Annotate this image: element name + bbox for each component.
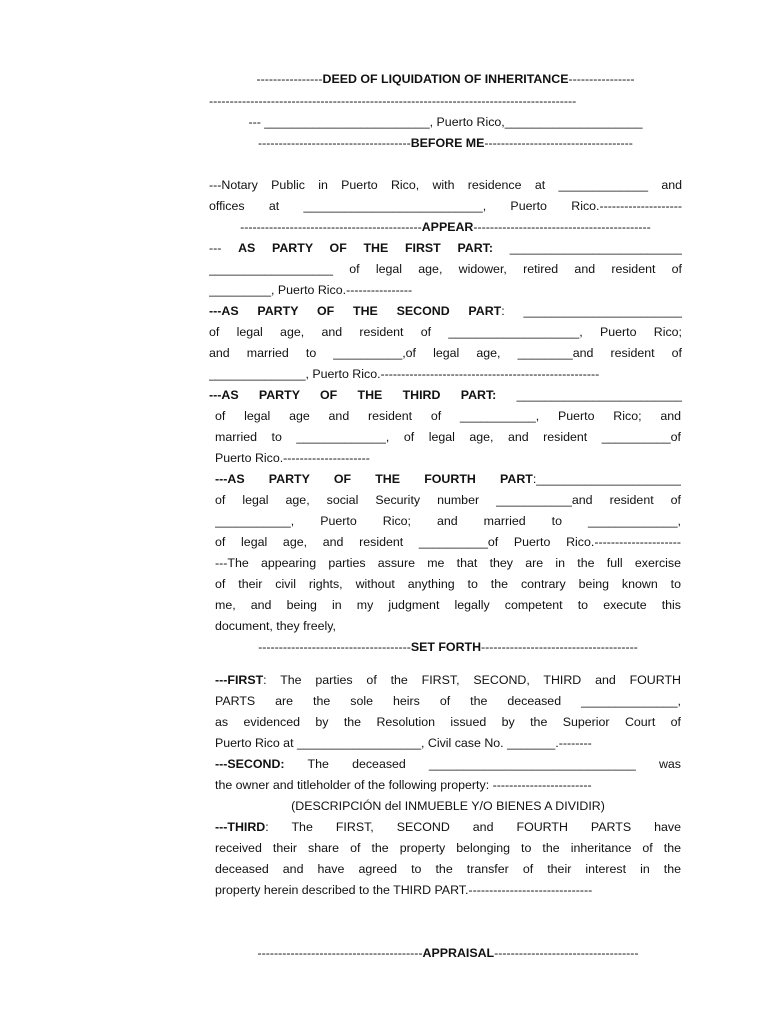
third-party-heading: ---AS PARTY OF THE THIRD PART: ________________________ bbox=[209, 388, 682, 402]
clause-third-line-4: property herein described to the THIRD PART.------------------------------ bbox=[215, 883, 593, 897]
notary-line-2: offices at __________________________, Puerto Rico.-------------------- bbox=[209, 199, 682, 213]
assurance-line-3: me, and being in my judgment legally competent to execute this bbox=[215, 598, 681, 612]
clause-first-line-2: PARTS are the sole heirs of the deceased ______________, bbox=[215, 694, 681, 708]
property-description: (DESCRIPCIÓN del INMUEBLE Y/O BIENES A DIVIDIR) bbox=[291, 799, 605, 813]
first-party-heading: --- AS PARTY OF THE FIRST PART: _________________________ bbox=[209, 241, 682, 255]
clause-first-line-1: ---FIRST: The parties of the FIRST, SECOND, THIRD and FOURTH bbox=[215, 673, 681, 687]
section-appraisal: ----------------------------------------APPRAISAL----------------------------------- bbox=[257, 946, 639, 960]
notary-line-1: ---Notary Public in Puerto Rico, with residence at _____________ and bbox=[209, 178, 682, 192]
second-party-heading: ---AS PARTY OF THE SECOND PART: _______________________ bbox=[209, 304, 682, 318]
assurance-line-1: ---The appearing parties assure me that they are in the full exercise bbox=[215, 556, 681, 570]
clause-third-line-2: received their share of the property belonging to the inheritance of the bbox=[215, 841, 681, 855]
place-date-line: --- ________________________, Puerto Rico,____________________ bbox=[248, 115, 643, 129]
third-party-line-1: of legal age and resident of ___________, Puerto Rico; and bbox=[215, 409, 681, 423]
clause-third-line-1: ---THIRD: The FIRST, SECOND and FOURTH PARTS have bbox=[215, 820, 681, 834]
second-party-line-1: of legal age, and resident of ___________________, Puerto Rico; bbox=[209, 325, 682, 339]
clause-second-line-2: the owner and titleholder of the following property: ------------------------ bbox=[215, 778, 592, 792]
clause-second-line-1: ---SECOND: The deceased ______________________________ was bbox=[215, 757, 681, 771]
clause-third-line-3: deceased and have agreed to the transfer of their interest in the bbox=[215, 862, 681, 876]
third-party-line-2: married to _____________, of legal age, and resident __________of bbox=[215, 430, 681, 444]
fourth-party-line-1: of legal age, social Security number ___________and resident of bbox=[215, 493, 681, 507]
section-set-forth: -------------------------------------SET FORTH-------------------------------------- bbox=[258, 640, 638, 654]
first-party-line-1: __________________ of legal age, widower, retired and resident of bbox=[209, 262, 682, 276]
section-appear: --------------------------------------------APPEAR------------------------------------------- bbox=[240, 220, 651, 234]
fourth-party-line-3: of legal age, and resident __________of Puerto Rico.--------------------- bbox=[215, 535, 681, 549]
section-before-me: -------------------------------------BEFORE ME------------------------------------ bbox=[258, 136, 633, 150]
separator-line: ----------------------------------------------------------------------------------------- bbox=[209, 94, 577, 108]
document-title: ----------------DEED OF LIQUIDATION OF INHERITANCE---------------- bbox=[256, 72, 635, 86]
title-text: DEED OF LIQUIDATION OF INHERITANCE bbox=[322, 72, 569, 86]
clause-first-line-4: Puerto Rico at __________________, Civil case No. _______.-------- bbox=[215, 736, 592, 750]
second-party-line-3: ______________, Puerto Rico.----------------------------------------------------- bbox=[209, 367, 600, 381]
fourth-party-line-2: ___________, Puerto Rico; and married to _____________, bbox=[215, 514, 681, 528]
first-party-line-2: _________, Puerto Rico.---------------- bbox=[209, 283, 413, 297]
third-party-line-3: Puerto Rico.--------------------- bbox=[215, 451, 370, 465]
fourth-party-heading: ---AS PARTY OF THE FOURTH PART:_____________________ bbox=[215, 472, 681, 486]
assurance-line-4: document, they freely, bbox=[215, 619, 336, 633]
assurance-line-2: of their civil rights, without anything to the contrary being known to bbox=[215, 577, 681, 591]
second-party-line-2: and married to __________,of legal age, ________and resident of bbox=[209, 346, 682, 360]
clause-first-line-3: as evidenced by the Resolution issued by the Superior Court of bbox=[215, 715, 681, 729]
